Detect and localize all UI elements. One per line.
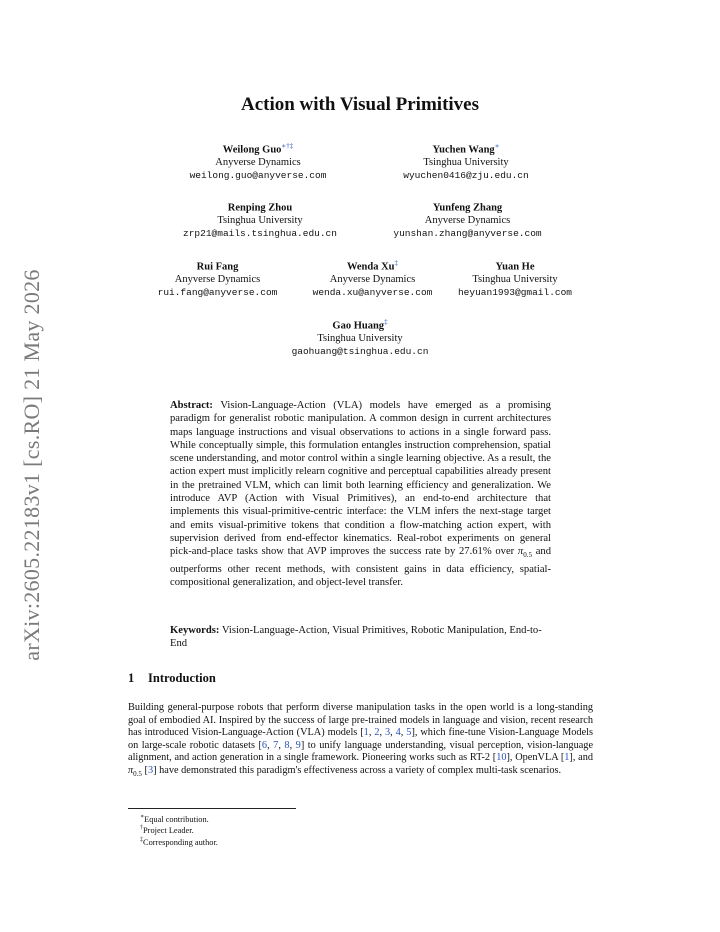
- author-email: rui.fang@anyverse.com: [157, 286, 278, 298]
- citation-link[interactable]: 5: [406, 727, 412, 739]
- citation-link[interactable]: 2: [374, 727, 380, 739]
- citation-link[interactable]: 1: [564, 752, 570, 764]
- author-affiliation: Anyverse Dynamics: [329, 274, 416, 285]
- section-title: Introduction: [148, 671, 216, 685]
- author-name: Yuan He: [495, 261, 535, 273]
- footnote-rule: [128, 808, 296, 809]
- author-block: [440, 257, 590, 299]
- citation-link[interactable]: 3: [384, 727, 391, 739]
- citation-link[interactable]: 10: [496, 752, 507, 764]
- keywords-text: Vision-Language-Action, Visual Primitives, Robotic Manipulation, End-to-End: [170, 625, 542, 650]
- author-block: [290, 257, 455, 299]
- author-email: weilong.guo@anyverse.com: [189, 169, 327, 181]
- author-affiliation: Tsinghua University: [423, 157, 509, 168]
- author-email: wyuchen0416@zju.edu.cn: [403, 169, 529, 181]
- arxiv-identifier-text: arXiv:2605.22183v1 [cs.RO] 21 May 2026: [19, 269, 44, 661]
- footnote: ∗Equal contribution.: [140, 814, 209, 824]
- footnote: ‡Corresponding author.: [140, 837, 218, 847]
- author-block: [158, 140, 358, 182]
- author-affiliation: Tsinghua University: [472, 274, 558, 285]
- author-affiliation: Anyverse Dynamics: [215, 157, 301, 168]
- pi-symbol: $\pi_{0.5}$: [517, 546, 532, 560]
- footnote: †Project Leader.: [140, 825, 194, 835]
- author-name: Yuchen Wang∗: [432, 142, 500, 156]
- arxiv-identifier: [4, 255, 60, 675]
- author-affiliation: Tsinghua University: [217, 215, 303, 226]
- author-block: [355, 198, 580, 240]
- author-affiliation: Tsinghua University: [317, 333, 403, 344]
- author-email: gaohuang@tsinghua.edu.cn: [291, 345, 429, 357]
- author-block: [150, 198, 370, 240]
- author-block: [260, 316, 460, 358]
- author-email: zrp21@mails.tsinghua.edu.cn: [183, 227, 337, 239]
- author-affiliation: Anyverse Dynamics: [424, 215, 511, 226]
- author-block: [135, 257, 300, 299]
- paper-title: Action with Visual Primitives: [240, 94, 480, 115]
- author-name: Rui Fang: [196, 261, 239, 273]
- author-email: wenda.xu@anyverse.com: [312, 286, 433, 298]
- citation-link[interactable]: 8: [284, 739, 290, 751]
- citation-link[interactable]: 4: [395, 727, 401, 739]
- citation-link[interactable]: 3: [147, 764, 154, 776]
- keywords: [170, 624, 551, 651]
- author-name: Gao Huang‡: [332, 318, 388, 332]
- author-block: [366, 140, 566, 182]
- abstract-text-end: and outperforms other recent methods, with consistent gains in data efficiency, spatial-compositional generalization, and object-level transfer.: [170, 546, 551, 588]
- citation-link[interactable]: 6: [261, 739, 268, 751]
- author-name: Weilong Guo∗†‡: [222, 142, 294, 156]
- intro-paragraph: Building general-purpose robots that perform diverse manipulation tasks in the open world is a long-standing goal of embodied AI. Inspired by the success of large pre-trained models in language and vision, recent research has introduced Vision-Language-Action (VLA) models [1, 2, 3, 4, 5], which fine-tune Vision-Language Models on large-scale robotic datasets [6, 7, 8, 9] to unify language understanding, visual perception, vision-language alignment, and action generation in a single framework. Pioneering works such as RT-2 [10], OpenVLA [1], and $\pi_{0.5}$ [3] have demonstrated this paradigm's effectiveness across a variety of complex multi-task scenarios.: [128, 702, 594, 779]
- abstract-label: Abstract:: [170, 400, 213, 411]
- author-email: yunshan.zhang@anyverse.com: [393, 227, 542, 239]
- citation-link[interactable]: 1: [363, 727, 369, 739]
- author-email: heyuan1993@gmail.com: [457, 286, 573, 298]
- abstract: [170, 399, 551, 589]
- section-number: 1: [128, 671, 135, 685]
- pi-symbol: $\pi_{0.5}$: [128, 764, 142, 779]
- author-name: Yunfeng Zhang: [432, 202, 503, 214]
- abstract-text: Vision-Language-Action (VLA) models have emerged as a promising paradigm for generalist robotic manipulation. A common design in current architectures maps language instructions and visual observations to actions in a single forward pass. While conceptually simple, this formulation entangles instruction comprehension, spatial scene understanding, and motor control within a single learning objective. As a result, the action expert must implicitly relearn cognitive and perceptual capabilities already present in the pretrained VLM, which can limit both learning efficiency and generalization. We introduce AVP (Action with Visual Primitives), an end-to-end architecture that implements this visual-primitive-centric interface: the VLM infers the next-stage target and emits visual-primitive tokens that condition a flow-matching action expert, with supervision derived from end-effector kinematics. Real-robot experiments on general pick-and-place tasks show that AVP improves the success rate by 27.61% over: [170, 400, 551, 558]
- author-name: Wenda Xu‡: [346, 259, 399, 273]
- section-heading: [128, 671, 216, 686]
- citation-link[interactable]: 9: [295, 739, 301, 751]
- keywords-label: Keywords:: [170, 625, 220, 636]
- author-name: Renping Zhou: [227, 202, 293, 214]
- author-affiliation: Anyverse Dynamics: [174, 274, 261, 285]
- citation-link[interactable]: 7: [273, 739, 279, 751]
